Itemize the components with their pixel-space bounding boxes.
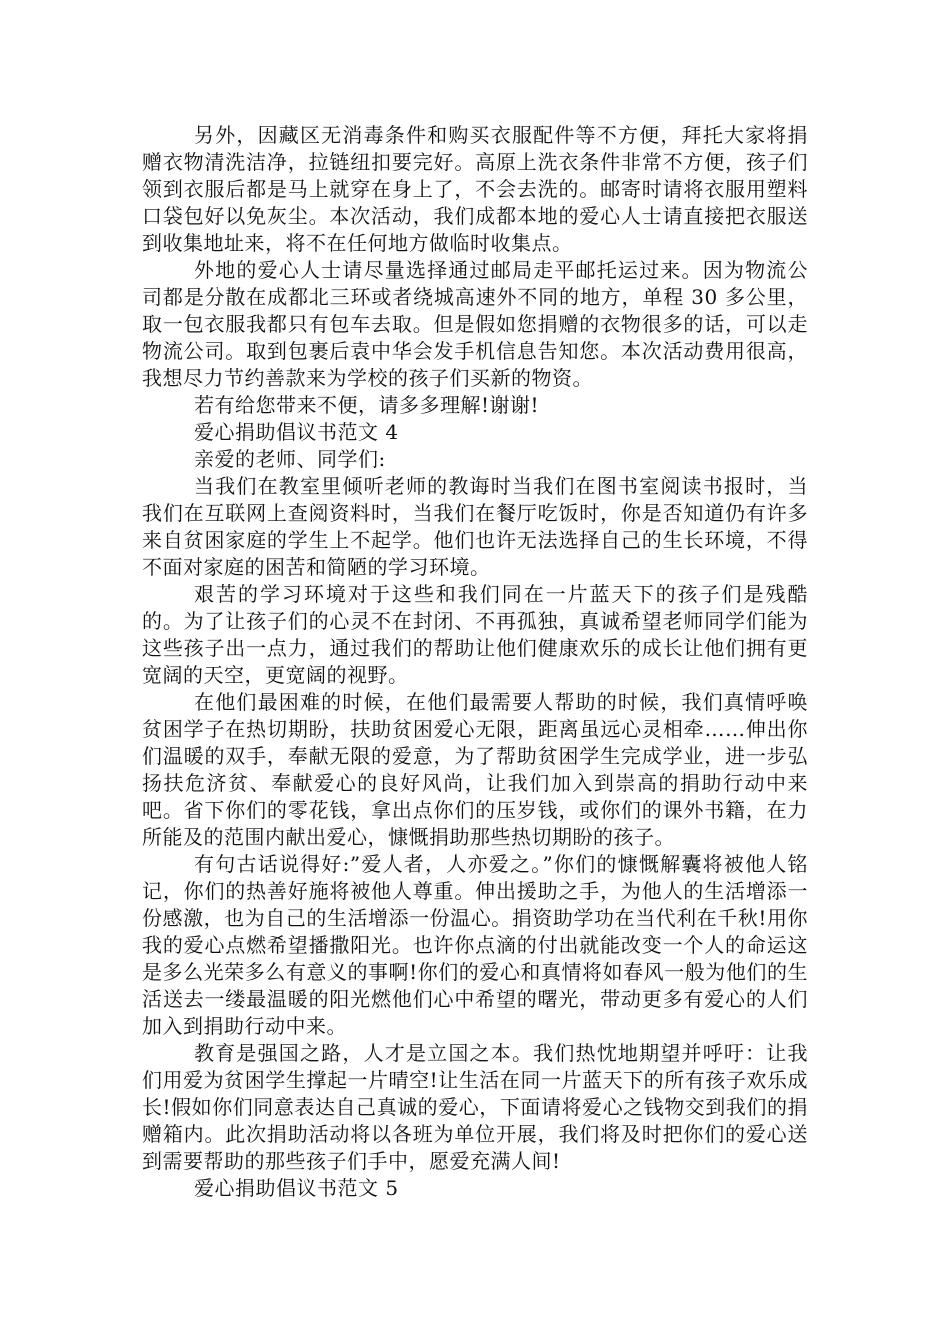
paragraph: 艰苦的学习环境对于这些和我们同在一片蓝天下的孩子们是残酷的。为了让孩子们的心灵不在封闭、不再孤独，真诚希望老师同学们能为这些孩子出一点力，通过我们的帮助让他们健康欢乐的成长让他们拥有更宽阔的天空，更宽阔的视野。 <box>142 582 808 687</box>
paragraph: 有句古话说得好:”爱人者，人亦爱之。”你们的慷慨解囊将被他人铭记，你们的热善好施将被他人尊重。伸出援助之手，为他人的生活增添一份感激，也为自己的生活增添一份温心。捐资助学功在当代利在千秋!用你我的爱心点燃希望播撒阳光。也许你点滴的付出就能改变一个人的命运这是多么光荣多么有意义的事啊!你们的爱心和真情将如春风一般为他们的生活送去一缕最温暖的阳光燃他们心中希望的曙光，带动更多有爱心的人们加入到捐助行动中来。 <box>142 852 808 1038</box>
paragraph: 在他们最困难的时候，在他们最需要人帮助的时候，我们真情呼唤贫困学子在热切期盼，扶助贫困爱心无限，距离虽远心灵相牵……伸出你们温暖的双手，奉献无限的爱意，为了帮助贫困学生完成学业，进一步弘扬扶危济贫、奉献爱心的良好风尚，让我们加入到崇高的捐助行动中来吧。省下你们的零花钱，拿出点你们的压岁钱，或你们的课外书籍，在力所能及的范围内献出爱心，慷慨捐助那些热切期盼的孩子。 <box>142 690 808 849</box>
salutation: 亲爱的老师、同学们: <box>194 447 386 471</box>
paragraph: 若有给您带来不便，请多多理解!谢谢! <box>194 393 540 417</box>
paragraph: 外地的爱心人士请尽量选择通过邮局走平邮托运过来。因为物流公司都是分散在成都北三环或者绕城高速外不同的地方，单程 30 多公里，取一包衣服我都只有包车去取。但是假如您捐赠的衣物很多的话，可以走物流公司。取到包裹后袁中华会发手机信息告知您。本次活动费用很高，我想尽力节约善款来为学校的孩子们买新的物资。 <box>142 258 808 390</box>
paragraph: 另外，因藏区无消毒条件和购买衣服配件等不方便，拜托大家将捐赠衣物清洗洁净，拉链纽扣要完好。高原上洗衣条件非常不方便，孩子们领到衣服后都是马上就穿在身上了，不会去洗的。邮寄时请将衣服用塑料口袋包好以免灰尘。本次活动，我们成都本地的爱心人士请直接把衣服送到收集地址来，将不在任何地方做临时收集点。 <box>142 123 808 255</box>
paragraph: 当我们在教室里倾听老师的教诲时当我们在图书室阅读书报时，当我们在互联网上查阅资料时，当我们在餐厅吃饭时，你是否知道仍有许多来自贫困家庭的学生上不起学。他们也许无法选择自己的生长环境，不得不面对家庭的困苦和简陋的学习环境。 <box>142 474 808 579</box>
paragraph: 教育是强国之路，人才是立国之本。我们热忱地期望并呼吁：让我们用爱为贫困学生撑起一片晴空!让生活在同一片蓝天下的所有孩子欢乐成长!假如你们同意表达自己真诚的爱心，下面请将爱心之钱物交到我们的捐赠箱内。此次捐助活动将以各班为单位开展，我们将及时把你们的爱心送到需要帮助的那些孩子们手中，愿爱充满人间! <box>142 1041 808 1173</box>
section-title: 爱心捐助倡议书范文 5 <box>194 1176 399 1200</box>
section-title: 爱心捐助倡议书范文 4 <box>194 420 399 444</box>
document-page <box>142 122 808 1202</box>
